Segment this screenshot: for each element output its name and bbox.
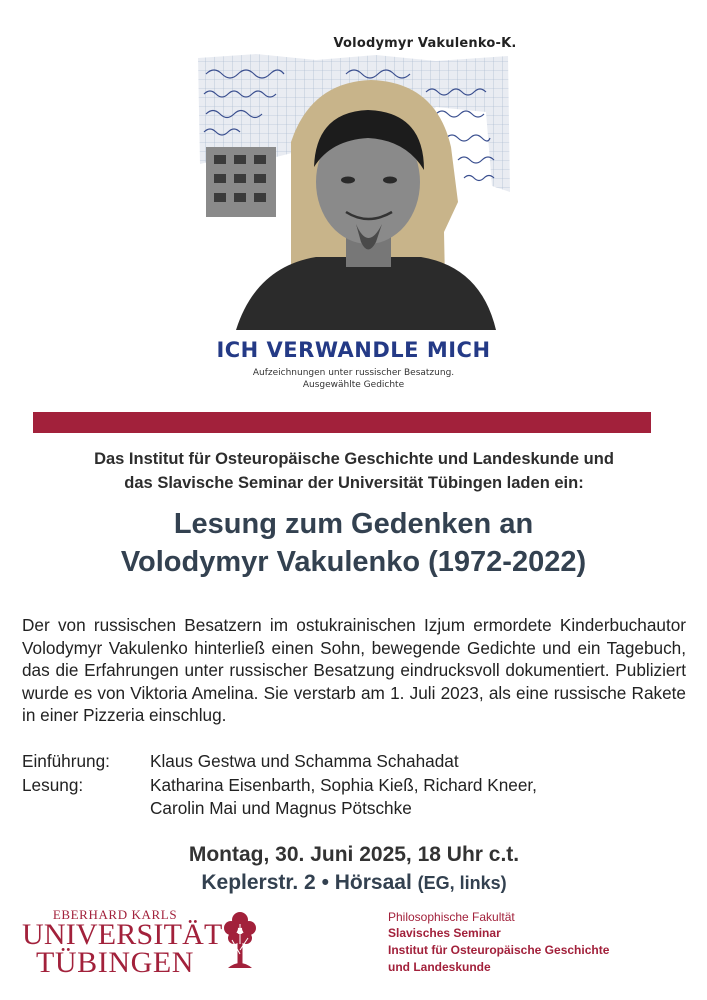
book-subtitle-line: Ausgewählte Gedichte [302, 380, 405, 390]
university-logo-line: UNIVERSITÄT [22, 918, 223, 951]
intro-line: das Slavische Seminar der Universität Tübingen laden ein: [124, 474, 584, 492]
headline-line: Lesung zum Gedenken an [173, 508, 534, 540]
event-date: Montag, 30. Juni 2025, 18 Uhr c.t. [188, 843, 520, 866]
reading-label: Lesung: [22, 775, 84, 795]
palm-tree-icon [222, 910, 258, 970]
reading-names: Carolin Mai und Magnus Pötschke [150, 798, 412, 818]
book-author: Volodymyr Vakulenko-K. [333, 36, 517, 51]
institute-name-cont: und Landeskunde [388, 960, 491, 974]
intro-line: Das Institut für Osteuropäische Geschichte und Landeskunde und [94, 450, 614, 468]
seminar-name: Slavisches Seminar [388, 926, 501, 940]
event-description: Der von russischen Besatzern im ostukrainischen Izjum ermordete Kinderbuchautor Volodymyr Vakulenko hinterließ einen Sohn, bewegende Gedichte und ein Tagebuch, das die Erfahrungen unter russischer Besatzung eindrucksvoll dokumentiert. Publiziert wurde es von Viktoria Amelina. Sie verstarb am 1. Juli 2023, als eine russische Rakete in einer Pizzeria einschlug. [22, 615, 686, 725]
introduction-names: Klaus Gestwa und Schamma Schahadat [150, 751, 459, 771]
divider-bar [33, 412, 651, 433]
book-subtitle-line: Aufzeichnungen unter russischer Besatzung. [252, 368, 455, 378]
event-venue [20, 871, 688, 895]
institute-name: Institut für Osteuropäische Geschichte [388, 943, 610, 957]
faculty-name: Philosophische Fakultät [388, 910, 515, 924]
venue-note: (EG, links) [417, 873, 507, 893]
university-logo-line: EBERHARD KARLS [52, 907, 178, 922]
book-cover-image [196, 52, 511, 330]
headline-line: Volodymyr Vakulenko (1972-2022) [120, 546, 587, 578]
book-title: ICH VERWANDLE MICH [216, 338, 491, 362]
introduction-label: Einführung: [22, 751, 110, 771]
university-logo-line: TÜBINGEN [35, 946, 195, 979]
venue-address: Keplerstr. 2 • Hörsaal [201, 871, 412, 894]
reading-names: Katharina Eisenbarth, Sophia Kieß, Richard Kneer, [150, 775, 537, 795]
